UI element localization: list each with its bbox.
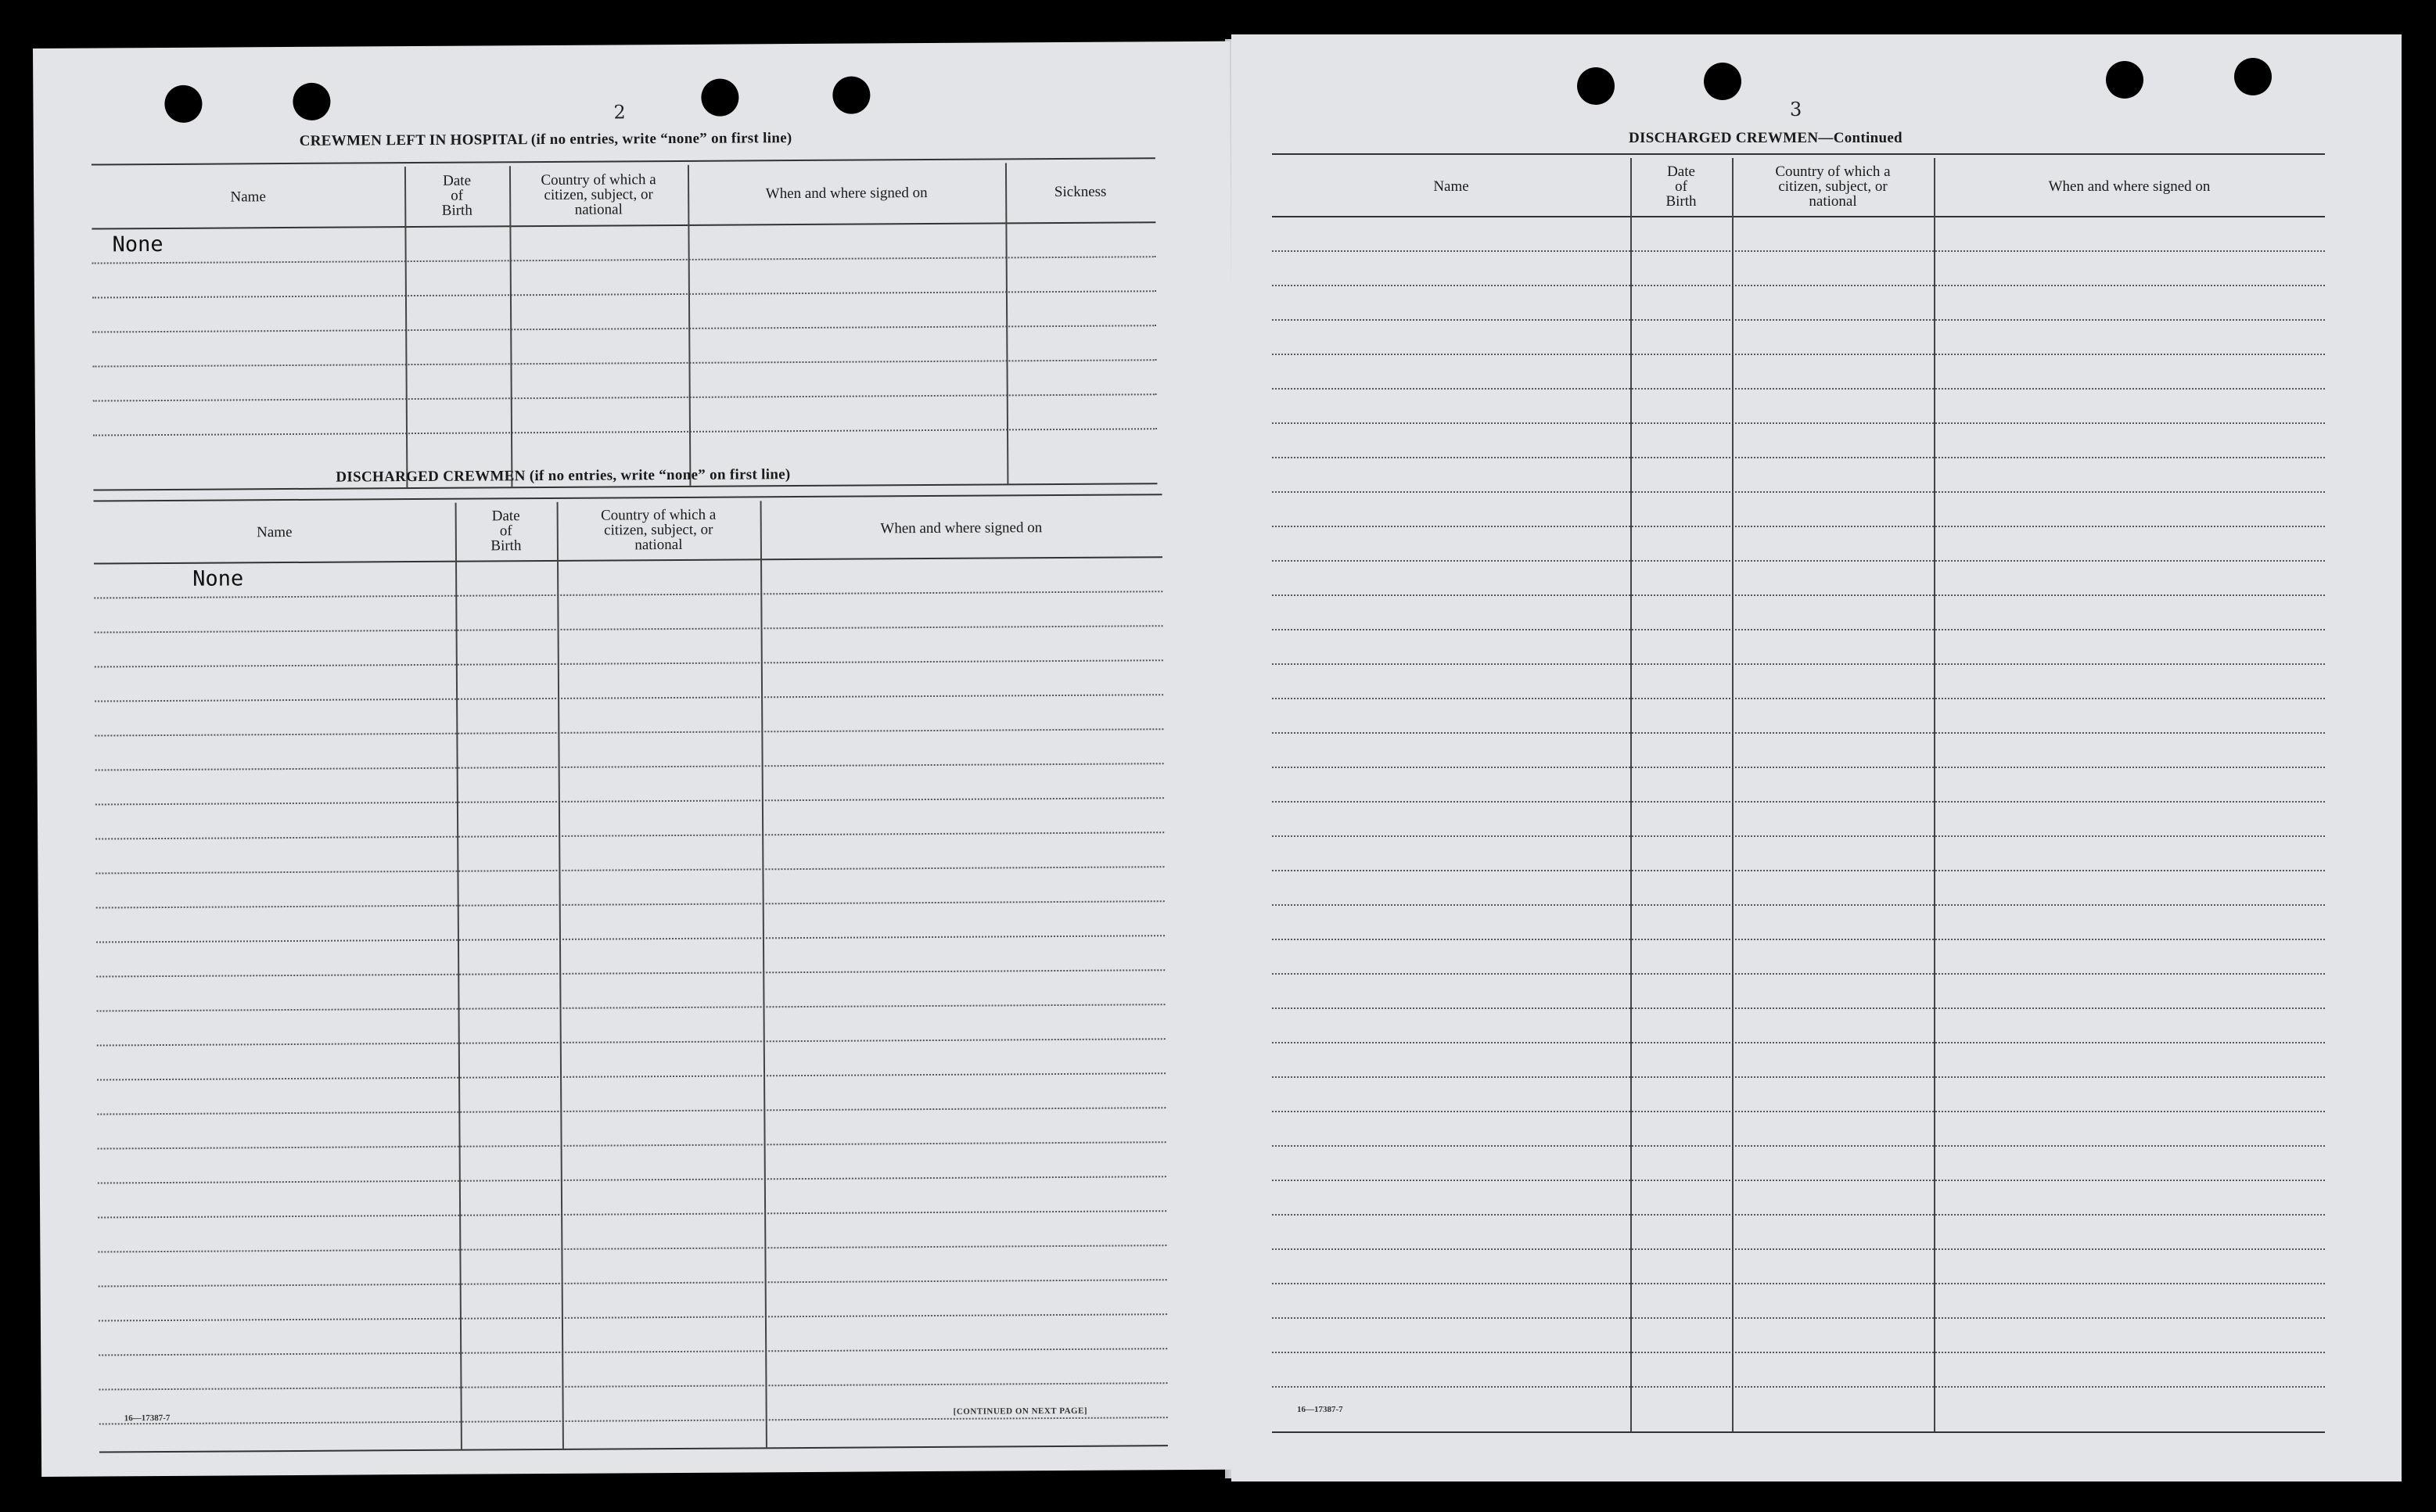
table-row bbox=[1272, 388, 2325, 390]
column-header-line: Birth bbox=[441, 202, 472, 219]
table-row bbox=[1272, 1042, 2325, 1043]
column-header bbox=[97, 523, 452, 541]
table-row bbox=[98, 1141, 1166, 1149]
column-divider bbox=[688, 165, 692, 486]
column-divider bbox=[455, 503, 462, 1449]
punch-hole bbox=[2106, 61, 2143, 99]
column-header bbox=[1633, 164, 1729, 209]
column-header-line: citizen, subject, or bbox=[544, 185, 653, 203]
table-row bbox=[1272, 1386, 2325, 1388]
column-header-line: Country of which a bbox=[600, 506, 717, 524]
table-row bbox=[99, 1313, 1167, 1321]
form-number: 16—17387-7 bbox=[124, 1413, 171, 1424]
table-row bbox=[1272, 1180, 2325, 1181]
column-header-line: Name bbox=[230, 188, 266, 205]
hospital-table bbox=[92, 157, 1158, 494]
table-row bbox=[1272, 285, 2325, 286]
table-row bbox=[1272, 1248, 2325, 1250]
table-row bbox=[96, 969, 1165, 977]
column-header bbox=[408, 173, 506, 218]
table-row bbox=[1272, 491, 2325, 493]
column-header-line: citizen, subject, or bbox=[604, 521, 713, 539]
column-divider bbox=[1934, 158, 1935, 1431]
table-row bbox=[95, 763, 1164, 770]
table-row bbox=[92, 359, 1156, 367]
column-header bbox=[1937, 179, 2322, 194]
column-header-line: Sickness bbox=[1054, 183, 1107, 200]
column-header bbox=[458, 508, 554, 553]
table-row bbox=[1272, 1317, 2325, 1319]
table-row bbox=[92, 290, 1156, 298]
table-top-rule bbox=[92, 157, 1155, 165]
table-bottom-rule bbox=[99, 1445, 1168, 1453]
punch-hole bbox=[1577, 67, 1615, 105]
punch-hole bbox=[1704, 63, 1741, 100]
table-row bbox=[97, 1107, 1166, 1115]
table-row bbox=[1272, 1214, 2325, 1216]
punch-hole bbox=[164, 85, 202, 123]
table-row bbox=[1272, 422, 2325, 424]
table-row bbox=[1272, 526, 2325, 527]
table-row bbox=[99, 1382, 1167, 1390]
table-row bbox=[96, 935, 1165, 943]
column-header-line: citizen, subject, or bbox=[1778, 178, 1888, 195]
column-header-line: national bbox=[634, 536, 683, 553]
column-header bbox=[763, 519, 1159, 537]
header-rule bbox=[92, 221, 1155, 229]
table-row bbox=[97, 1038, 1166, 1046]
punch-hole bbox=[2234, 58, 2272, 95]
punch-hole bbox=[832, 76, 870, 113]
page-number: 3 bbox=[1790, 99, 1802, 120]
table-row bbox=[99, 1279, 1167, 1287]
table-row bbox=[1272, 1283, 2325, 1284]
continued-note: [CONTINUED ON NEXT PAGE] bbox=[953, 1406, 1088, 1417]
table-row bbox=[97, 1072, 1166, 1080]
hospital-section-title: CREWMEN LEFT IN HOSPITAL (if no entries, write “none” on first line) bbox=[299, 130, 792, 149]
column-header-line: of bbox=[451, 187, 464, 204]
table-row bbox=[92, 256, 1156, 264]
table-top-rule bbox=[94, 494, 1162, 501]
table-row bbox=[93, 393, 1157, 401]
table-row bbox=[99, 1348, 1167, 1356]
column-divider bbox=[1005, 163, 1009, 483]
table-row bbox=[95, 694, 1163, 702]
table-row bbox=[95, 625, 1163, 633]
column-header-line: Name bbox=[1433, 178, 1469, 195]
left-page bbox=[33, 41, 1238, 1477]
table-row bbox=[1272, 629, 2325, 630]
table-row bbox=[97, 1004, 1166, 1011]
column-divider bbox=[557, 502, 564, 1449]
column-header bbox=[512, 171, 684, 217]
column-header-line: national bbox=[1809, 192, 1857, 210]
column-divider bbox=[1630, 158, 1632, 1431]
table-bottom-rule bbox=[1272, 1431, 2325, 1433]
table-row bbox=[96, 900, 1165, 908]
table-row bbox=[98, 1210, 1166, 1218]
discharged-continued-table bbox=[1272, 153, 2325, 1436]
table-row bbox=[1272, 904, 2325, 906]
column-header-line: national bbox=[574, 200, 623, 218]
column-header bbox=[560, 507, 757, 553]
column-header bbox=[691, 185, 1002, 201]
table-row bbox=[1272, 1007, 2325, 1009]
table-top-rule bbox=[1272, 153, 2325, 155]
column-header-line: of bbox=[499, 522, 512, 539]
column-header-line: Country of which a bbox=[1775, 163, 1891, 180]
table-row bbox=[1272, 354, 2325, 355]
column-header-line: Date bbox=[443, 172, 472, 189]
table-row bbox=[1272, 1352, 2325, 1353]
column-header-line: Date bbox=[491, 507, 520, 524]
discharged-table bbox=[94, 494, 1168, 1456]
column-header-line: When and where signed on bbox=[765, 184, 928, 202]
column-divider bbox=[1732, 158, 1734, 1431]
table-row bbox=[1272, 835, 2325, 837]
form-number: 16—17387-7 bbox=[1297, 1405, 1343, 1414]
column-header-line: of bbox=[1675, 178, 1687, 195]
table-row bbox=[1272, 939, 2325, 940]
table-row bbox=[1272, 1145, 2325, 1147]
table-row bbox=[95, 831, 1164, 839]
table-row bbox=[1272, 1111, 2325, 1112]
table-row bbox=[98, 1244, 1166, 1252]
table-row bbox=[98, 1176, 1166, 1183]
punch-hole bbox=[293, 83, 330, 120]
column-header bbox=[1275, 179, 1627, 194]
table-row bbox=[1272, 319, 2325, 321]
punch-hole bbox=[701, 78, 738, 116]
discharged-continued-title: DISCHARGED CREWMEN—Continued bbox=[1629, 130, 1902, 146]
column-header-line: Date bbox=[1667, 163, 1695, 180]
column-header-line: Country of which a bbox=[541, 171, 656, 189]
table-row bbox=[1272, 973, 2325, 975]
table-row bbox=[94, 591, 1162, 598]
table-row bbox=[1272, 594, 2325, 596]
column-header bbox=[95, 189, 401, 205]
column-header-line: Birth bbox=[490, 537, 522, 554]
table-row bbox=[1272, 698, 2325, 699]
table-row bbox=[1272, 250, 2325, 252]
column-header-line: Name bbox=[257, 523, 293, 541]
table-row bbox=[99, 1417, 1168, 1424]
first-line-entry: None bbox=[192, 566, 244, 591]
table-row bbox=[1272, 801, 2325, 803]
column-header-line: When and where signed on bbox=[880, 519, 1043, 537]
page-number: 2 bbox=[613, 101, 626, 124]
table-row bbox=[95, 728, 1163, 736]
header-rule bbox=[1272, 216, 2325, 217]
table-row bbox=[95, 659, 1163, 667]
table-row bbox=[92, 325, 1156, 332]
table-row bbox=[1272, 732, 2325, 734]
table-row bbox=[1272, 1076, 2325, 1078]
first-line-entry: None bbox=[112, 232, 163, 257]
column-divider bbox=[760, 501, 767, 1447]
table-row bbox=[95, 866, 1164, 874]
discharged-section-title: DISCHARGED CREWMEN (if no entries, write “none” on first line) bbox=[336, 466, 791, 486]
table-row bbox=[1272, 870, 2325, 871]
column-header-line: When and where signed on bbox=[2048, 178, 2211, 195]
right-page bbox=[1231, 34, 2402, 1481]
column-header-line: Birth bbox=[1665, 192, 1697, 210]
table-row bbox=[1272, 560, 2325, 562]
table-row bbox=[1272, 767, 2325, 768]
table-row bbox=[93, 428, 1157, 436]
table-row bbox=[1272, 663, 2325, 665]
column-header bbox=[1008, 184, 1152, 199]
header-rule bbox=[94, 556, 1162, 564]
table-row bbox=[95, 797, 1164, 805]
table-row bbox=[1272, 457, 2325, 458]
column-header bbox=[1735, 164, 1931, 209]
